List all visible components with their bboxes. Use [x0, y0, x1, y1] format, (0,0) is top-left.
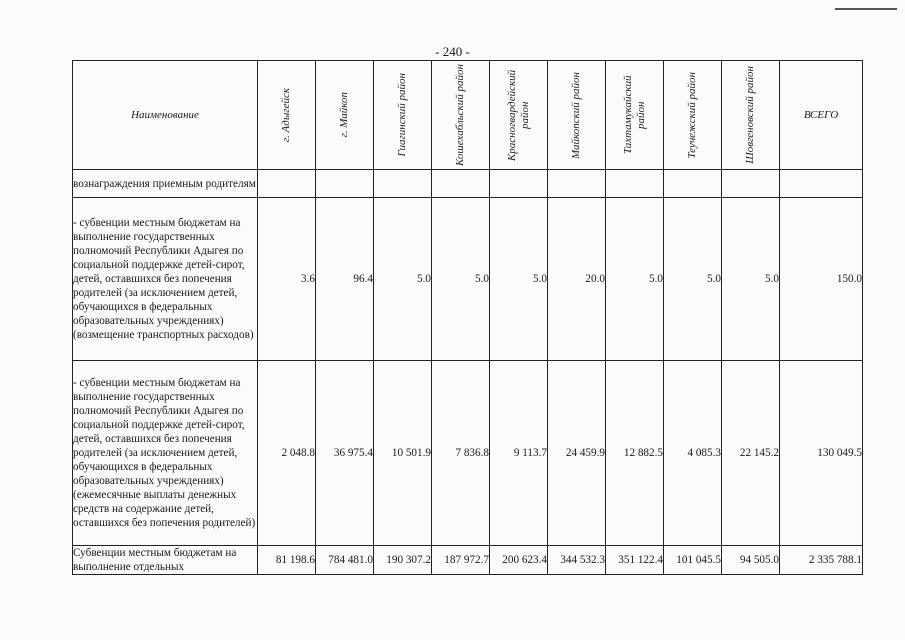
table-cell: 3.6	[258, 198, 316, 361]
table-cell: 190 307.2	[374, 546, 432, 575]
row-description: - субвенции местным бюджетам на выполнение государственных полномочий Республики Адыгея по социальной поддержке детей-сирот, детей, оставшихся без попечения родителей (за исключением детей, обучающихся в федеральных образовательных учреждениях) (возмещение транспортных расходов)	[73, 198, 258, 361]
table-cell	[664, 170, 722, 198]
column-header-label: Гиагинский район	[396, 73, 408, 157]
table-cell: 344 532.3	[548, 546, 606, 575]
table-cell: 12 882.5	[606, 361, 664, 546]
row-description: Субвенции местным бюджетам на выполнение отдельных	[73, 546, 258, 575]
column-header-label: Теучежский район	[686, 71, 698, 159]
table-cell: 94 505.0	[722, 546, 780, 575]
table-cell	[374, 170, 432, 198]
table-cell: 101 045.5	[664, 546, 722, 575]
table-cell: 81 198.6	[258, 546, 316, 575]
page-number: - 240 -	[435, 44, 470, 59]
column-header-maykop-city	[316, 61, 374, 170]
column-header-label: г. Майкоп	[338, 92, 350, 138]
table-cell: 5.0	[432, 198, 490, 361]
table-cell: 10 501.9	[374, 361, 432, 546]
budget-table	[72, 60, 863, 575]
column-header-takhtamukaysky	[606, 61, 664, 170]
table-cell: 5.0	[490, 198, 548, 361]
table-cell	[548, 170, 606, 198]
table-cell: 96.4	[316, 198, 374, 361]
table-cell-total: 130 049.5	[780, 361, 863, 546]
column-header-shovgenovsky	[722, 61, 780, 170]
row-description: вознаграждения приемным родителям	[73, 170, 258, 198]
table-cell: 351 122.4	[606, 546, 664, 575]
table-cell: 24 459.9	[548, 361, 606, 546]
table-cell: 5.0	[664, 198, 722, 361]
column-header-label: Красногвардейский район	[505, 69, 531, 161]
table-cell: 784 481.0	[316, 546, 374, 575]
table-row	[73, 198, 863, 361]
column-header-label: Кошехабльский район	[454, 64, 466, 166]
column-header-label: Майкопский район	[570, 71, 582, 159]
table-cell: 4 085.3	[664, 361, 722, 546]
column-header-total: ВСЕГО	[780, 61, 863, 170]
column-header-maykopsky	[548, 61, 606, 170]
table-cell: 5.0	[722, 198, 780, 361]
table-cell	[606, 170, 664, 198]
column-header-label: Шовгеновский район	[744, 66, 756, 164]
table-cell	[490, 170, 548, 198]
table-cell: 200 623.4	[490, 546, 548, 575]
table-cell	[258, 170, 316, 198]
table-cell	[316, 170, 374, 198]
table-cell: 20.0	[548, 198, 606, 361]
table-cell-total: 150.0	[780, 198, 863, 361]
column-header-label: Тахтамукайский район	[621, 75, 647, 155]
table-cell: 22 145.2	[722, 361, 780, 546]
column-header-label: г. Адыгейск	[280, 87, 292, 143]
table-row	[73, 546, 863, 575]
table-cell: 5.0	[606, 198, 664, 361]
column-header-giaginsky	[374, 61, 432, 170]
table-cell: 187 972.7	[432, 546, 490, 575]
table-cell-total: 2 335 788.1	[780, 546, 863, 575]
corner-line-mark	[835, 8, 897, 10]
table-cell: 5.0	[374, 198, 432, 361]
table-cell	[432, 170, 490, 198]
column-header-teuchezhsky	[664, 61, 722, 170]
table-cell: 36 975.4	[316, 361, 374, 546]
table-row	[73, 170, 863, 198]
column-header-adygeysk	[258, 61, 316, 170]
column-header-name: Наименование	[73, 61, 258, 170]
table-cell	[722, 170, 780, 198]
table-row	[73, 361, 863, 546]
table-cell-total	[780, 170, 863, 198]
table-cell: 2 048.8	[258, 361, 316, 546]
table-header-row	[73, 61, 863, 170]
column-header-koshekhablsky	[432, 61, 490, 170]
table-cell: 9 113.7	[490, 361, 548, 546]
row-description: - субвенции местным бюджетам на выполнение государственных полномочий Республики Адыгея по социальной поддержке детей-сирот, детей, оставшихся без попечения родителей (за исключением детей, обучающихся в федеральных образовательных учреждениях) (ежемесячные выплаты денежных средств на содержание детей, оставшихся без попечения родителей)	[73, 361, 258, 546]
table-cell: 7 836.8	[432, 361, 490, 546]
column-header-krasnogvardeysky	[490, 61, 548, 170]
